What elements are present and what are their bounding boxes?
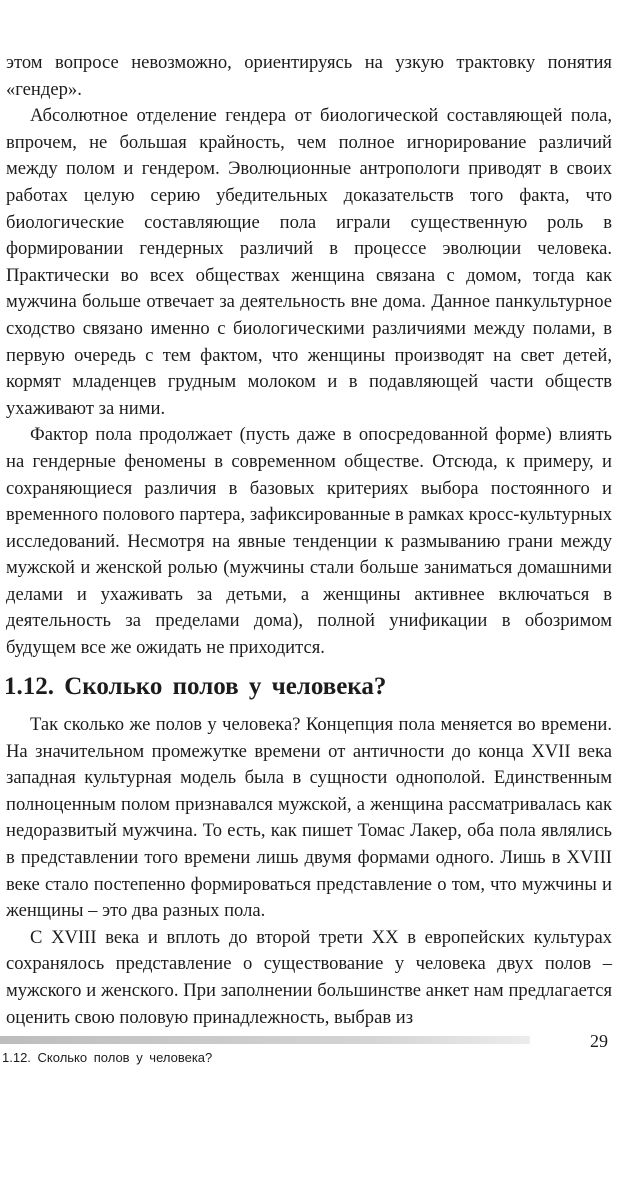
- paragraph: С XVIII века и вплоть до второй трети XX в европейских культурах сохранялось представление о существование у человека двух полов – мужского и женского. При заполнении большинстве анкет нам предлагается оценить свою половую принадлежность, выбрав из: [6, 926, 612, 1028]
- paragraph: Так сколько же полов у человека? Концепция пола меняется во времени. На значительном промежутке времени от античности до конца XVII века западная культурная модель была в сущности однополой. Единственным полноценным полом признавался мужской, а женщина рассматривалась как недоразвитый мужчина. То есть, как пишет Томас Лакер, оба пола являлись в представлении того времени лишь двумя формами одного. Лишь в XVIII веке стало постепенно формироваться представление о том, что мужчины и женщины – это два разных пола.: [6, 714, 612, 922]
- section-heading: 1.12. Сколько полов у человека?: [4, 673, 387, 700]
- paragraph: Абсолютное отделение гендера от биологической составляющей пола, впрочем, не большая крайность, чем полное игнорирование различий между полом и гендером. Эволюционные антропологи приводят в своих работах целую серию убедительных доказательств того факта, что биологические составляющие пола играли существенную роль в формировании гендерных различий в процессе эволюции человека. Практически во всех обществах женщина связана с домом, тогда как мужчина больше отвечает за деятельность вне дома. Данное панкультурное сходство связано именно с биологическими различиями между полами, в первую очередь с тем фактом, что женщины производят на свет детей, кормят младенцев грудным молоком и в подавляющей части обществ ухаживают за ними.: [6, 105, 612, 419]
- running-footer-title: 1.12. Сколько полов у человека?: [2, 1050, 213, 1065]
- footer-rule: [0, 1036, 530, 1044]
- body-text-top: [6, 50, 612, 662]
- page-number: 29: [590, 1031, 608, 1051]
- paragraph: Фактор пола продолжает (пусть даже в опосредованной форме) влиять на гендерные феномены в современном обществе. Отсюда, к примеру, и сохраняющиеся различия в базовых критериях выбора постоянного и временного полового партера, зафиксированные в рамках кросс-культурных исследований. Несмотря на явные тенденции к размыванию грани между мужской и женской ролью (мужчины стали больше заниматься домашними делами и ухаживать за детьми, а женщины активнее включаться в деятельность за пределами дома), полной унификации в обозримом будущем все же ожидать не приходится.: [6, 424, 612, 659]
- body-text-bottom: [6, 712, 612, 1031]
- paragraph-continued: этом вопросе невозможно, ориентируясь на узкую трактовку понятия «гендер».: [6, 52, 612, 100]
